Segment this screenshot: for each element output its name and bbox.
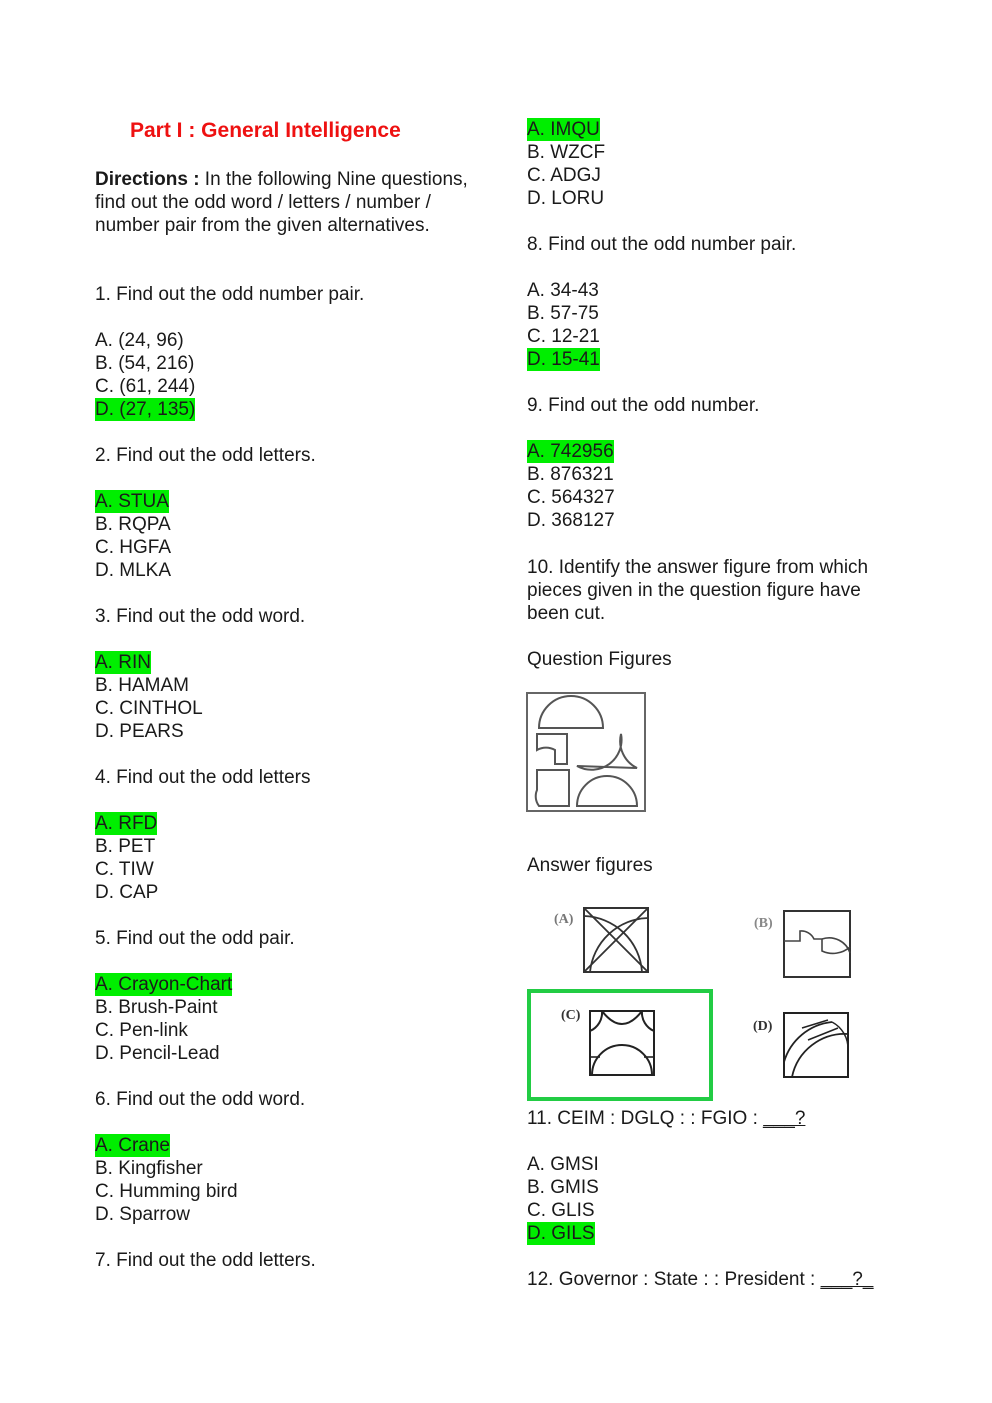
question-8: 8. Find out the odd number pair. [527, 234, 797, 255]
question-7: 7. Find out the odd letters. [95, 1250, 316, 1271]
correct-option: A. Crayon-Chart [95, 974, 233, 995]
answer-figure-d [782, 1010, 850, 1080]
question-12-text: 12. Governor : State : : President : [527, 1269, 821, 1290]
question-5: 5. Find out the odd pair. [95, 928, 295, 949]
correct-option: A. RFD [95, 813, 158, 834]
option: A. 34-43 [527, 280, 599, 301]
option: C. 12-21 [527, 326, 600, 347]
option: D. PEARS [95, 721, 184, 742]
option: D. MLKA [95, 560, 172, 581]
answer-blank: ___?_ [820, 1269, 874, 1290]
option: C. 564327 [527, 487, 615, 508]
question-9: 9. Find out the odd number. [527, 395, 760, 416]
option: B. Brush-Paint [95, 997, 218, 1018]
figure-label-b: (B) [754, 916, 773, 931]
question-10: 10. Identify the answer figure from which pieces given in the question figure have been cut. [527, 557, 869, 624]
option: B. (54, 216) [95, 353, 195, 374]
option: B. RQPA [95, 514, 171, 535]
correct-option: A. Crane [95, 1135, 170, 1156]
option: C. TIW [95, 859, 154, 880]
option: B. Kingfisher [95, 1158, 203, 1179]
option: B. 57-75 [527, 303, 599, 324]
option: B. WZCF [527, 142, 606, 163]
page-title: Part I : General Intelligence [130, 119, 401, 142]
correct-option: A. STUA [95, 491, 169, 512]
option: C. GLIS [527, 1200, 595, 1221]
answer-figure-a [582, 906, 652, 974]
option: C. (61, 244) [95, 376, 196, 397]
option: D. Pencil-Lead [95, 1043, 220, 1064]
option: D. 368127 [527, 510, 615, 531]
option: B. 876321 [527, 464, 614, 485]
option: A. GMSI [527, 1154, 599, 1175]
answer-figure-c [588, 1009, 656, 1077]
option: A. (24, 96) [95, 330, 184, 351]
option: C. Pen-link [95, 1020, 188, 1041]
answer-figures-label: Answer figures [527, 855, 653, 876]
answer-figure-b [782, 909, 854, 979]
question-11 [527, 1107, 805, 1130]
option: D. CAP [95, 882, 159, 903]
correct-option: A. RIN [95, 652, 151, 673]
option: B. HAMAM [95, 675, 189, 696]
directions-text: In the following Nine questions, find out the odd word / letters / number / number pair from the given alternatives. [95, 169, 468, 236]
figure-label-d: (D) [753, 1019, 773, 1034]
figure-label-c: (C) [561, 1008, 581, 1023]
correct-option: D. (27, 135) [95, 399, 196, 420]
directions [95, 168, 470, 237]
question-1: 1. Find out the odd number pair. [95, 284, 365, 305]
correct-option: D. 15-41 [527, 349, 600, 370]
answer-blank: ___? [763, 1108, 806, 1129]
option: C. CINTHOL [95, 698, 203, 719]
correct-option: A. 742956 [527, 441, 614, 462]
question-11-text: 11. CEIM : DGLQ : : FGIO : [527, 1108, 764, 1129]
figure-label-a: (A) [554, 912, 574, 927]
option: B. PET [95, 836, 156, 857]
question-figure [525, 690, 649, 814]
question-4: 4. Find out the odd letters [95, 767, 311, 788]
correct-option: A. IMQU [527, 119, 600, 140]
question-3: 3. Find out the odd word. [95, 606, 306, 627]
question-6: 6. Find out the odd word. [95, 1089, 306, 1110]
question-2: 2. Find out the odd letters. [95, 445, 316, 466]
option: B. GMIS [527, 1177, 599, 1198]
option: C. HGFA [95, 537, 172, 558]
directions-label: Directions : [95, 169, 200, 190]
option: C. ADGJ [527, 165, 601, 186]
option: D. Sparrow [95, 1204, 191, 1225]
option: C. Humming bird [95, 1181, 238, 1202]
question-figures-label: Question Figures [527, 649, 672, 670]
correct-option: D. GILS [527, 1223, 595, 1244]
option: D. LORU [527, 188, 605, 209]
question-12 [527, 1268, 873, 1291]
